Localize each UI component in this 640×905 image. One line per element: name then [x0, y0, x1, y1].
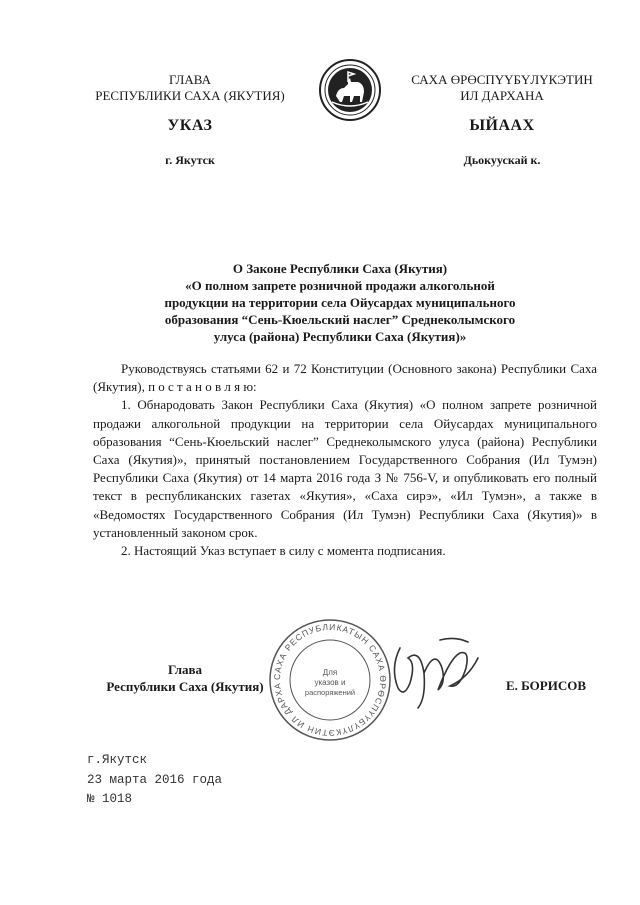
coat-of-arms-emblem	[318, 58, 382, 122]
handwritten-signature	[380, 628, 490, 718]
place-yakutsk: г. Якутск	[165, 153, 215, 167]
footer-city: г.Якутск	[87, 753, 148, 767]
decree-body	[93, 360, 597, 560]
signatory-title	[90, 661, 280, 695]
decree-title	[105, 260, 575, 345]
stamp-center-line1: Для	[322, 668, 338, 677]
signatory-title-line2: Республики Саха (Якутия)	[106, 679, 264, 694]
place-dyokuuskai: Дьокуускай к.	[463, 153, 541, 167]
stamp-ring-text: САХА РЕСПУБЛИКАТЫН САХА ӨРӨСПҮҮБҮЛҮКЭТИН ИЛ ДАРХА	[271, 621, 389, 739]
header-right	[392, 72, 612, 168]
item-1-paragraph: 1. Обнародовать Закон Республики Саха (Якутия) «О полном запрете розничной продажи алкогольной продукции на территории села Ойусардах муниципального образования “Сень-Кюельский наслег” Среднеколымского улуса (района) Республики Саха (Якутия)», принятый постановлением Государственного Собрания (Ил Тумэн) Республики Саха (Якутия) от 14 марта 2016 года З № 756-V, и опубликовать его полный текст в республиканских газетах «Якутия», «Саха сирэ», «Ил Тумэн», а также в «Ведомостях Государственного Собрания (Ил Тумэн) Республики Саха (Якутия)» в установленный законом срок.	[93, 397, 597, 540]
stamp-center-line3: распоряжений	[304, 688, 356, 697]
doc-type-yiaakh: ЫЙААХ	[469, 117, 535, 134]
item-2-paragraph: 2. Настоящий Указ вступает в силу с момента подписания.	[121, 543, 446, 559]
footer-date: 23 марта 2016 года	[87, 772, 223, 787]
footer-number: № 1018	[87, 792, 133, 806]
signatory-title-line1: Глава	[167, 662, 203, 677]
preamble-paragraph: Руководствуясь статьями 62 и 72 Конституции (Основного закона) Республики Саха (Якутия), п о с т а н о в л я ю:	[93, 361, 597, 395]
title-line-3: продукции на территории села Ойусардах муниципального	[164, 295, 516, 310]
stamp-center-line2: указов и	[314, 678, 346, 687]
decree-footer	[87, 751, 222, 810]
title-line-2: «О полном запрете розничной продажи алкогольной	[185, 278, 495, 293]
header-left-line2: РЕСПУБЛИКИ САХА (ЯКУТИЯ)	[95, 88, 285, 103]
header-right-line1: САХА ӨРӨСПҮҮБҮЛҮКЭТИН	[411, 72, 593, 87]
signatory-name: Е. БОРИСОВ	[506, 678, 587, 693]
title-line-4: образования “Сень-Кюельский наслег” Среднеколымского	[164, 312, 516, 327]
header-left-line1: ГЛАВА	[169, 72, 211, 87]
doc-type-ukaz: УКАЗ	[167, 117, 213, 134]
header-right-line2: ИЛ ДАРХАНА	[460, 88, 544, 103]
header-left	[70, 72, 310, 168]
title-line-5: улуса (района) Республики Саха (Якутия)»	[213, 329, 467, 344]
title-line-1: О Законе Республики Саха (Якутия)	[232, 261, 448, 276]
official-stamp	[265, 615, 395, 745]
